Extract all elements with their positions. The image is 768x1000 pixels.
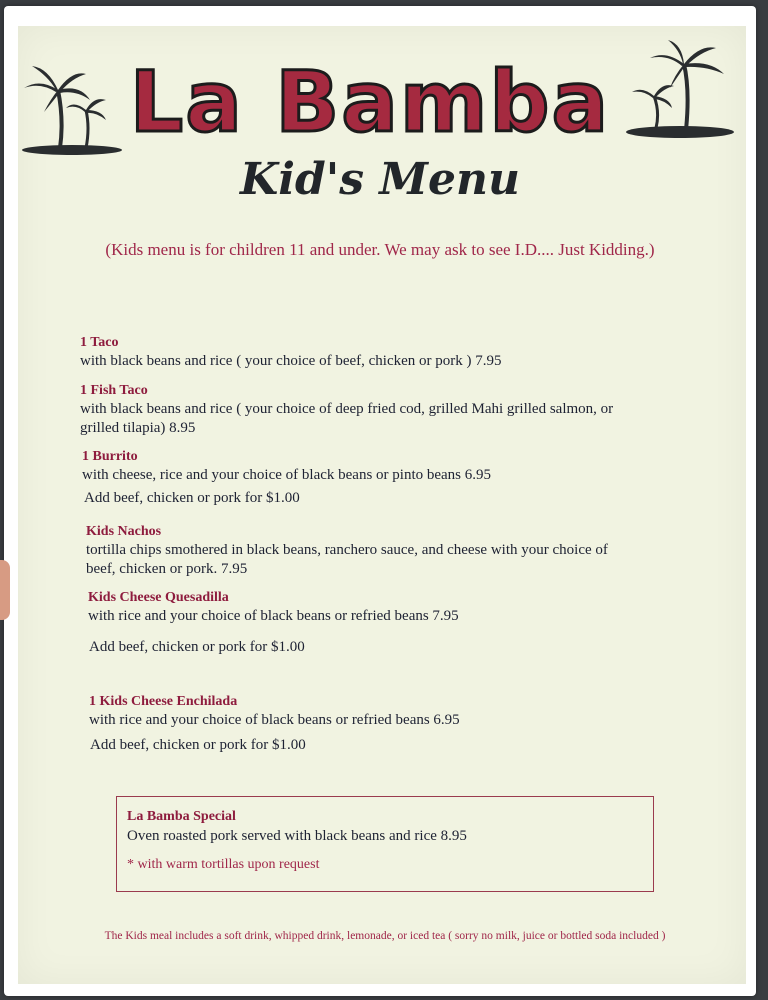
item-name: Kids Nachos xyxy=(86,524,162,539)
item-name: Kids Cheese Quesadilla xyxy=(88,590,229,605)
item-description: with cheese, rice and your choice of black beans or pinto beans 6.95 xyxy=(82,467,492,483)
item-name: 1 Kids Cheese Enchilada xyxy=(89,694,238,709)
item-name: 1 Burrito xyxy=(82,449,138,464)
footer-note: The Kids meal includes a soft drink, whipped drink, lemonade, or iced tea ( sorry no milk, juice or bottled soda included ) xyxy=(104,930,666,942)
item-name: 1 Taco xyxy=(80,335,119,350)
item-description: grilled tilapia) 8.95 xyxy=(80,420,196,436)
menu-item-enchilada xyxy=(89,693,709,730)
item-addon: Add beef, chicken or pork for $1.00 xyxy=(84,490,300,506)
menu-item-quesadilla xyxy=(88,589,708,626)
menu-item-burrito xyxy=(82,448,702,485)
palm-trees-icon xyxy=(620,40,734,140)
item-description: with black beans and rice ( your choice of deep fried cod, grilled Mahi grilled salmon, or xyxy=(80,401,614,417)
item-description: with rice and your choice of black beans or refried beans 6.95 xyxy=(89,712,460,728)
special-box xyxy=(116,796,654,892)
item-name: 1 Fish Taco xyxy=(80,383,148,398)
item-addon: Add beef, chicken or pork for $1.00 xyxy=(89,639,305,655)
age-notice: (Kids menu is for children 11 and under. We may ask to see I.D.... Just Kidding.) xyxy=(105,240,655,259)
menu-item-fish-taco xyxy=(80,382,700,438)
finger-holding-menu xyxy=(0,560,10,620)
item-description: beef, chicken or pork. 7.95 xyxy=(86,561,248,577)
menu-item-nachos xyxy=(86,523,706,579)
item-addon: Add beef, chicken or pork for $1.00 xyxy=(90,737,306,753)
menu-item-taco xyxy=(80,334,700,371)
palm-trees-icon xyxy=(20,60,124,156)
item-description: with black beans and rice ( your choice of beef, chicken or pork ) 7.95 xyxy=(80,353,502,369)
special-note: * with warm tortillas upon request xyxy=(127,857,320,872)
item-description: with rice and your choice of black beans or refried beans 7.95 xyxy=(88,608,459,624)
special-title: La Bamba Special xyxy=(127,809,236,824)
page-title: Kid's Menu xyxy=(240,154,520,205)
special-description: Oven roasted pork served with black beans and rice 8.95 xyxy=(127,828,467,844)
item-description: tortilla chips smothered in black beans, ranchero sauce, and cheese with your choice of xyxy=(86,542,608,558)
restaurant-logo: La Bamba xyxy=(129,53,611,151)
